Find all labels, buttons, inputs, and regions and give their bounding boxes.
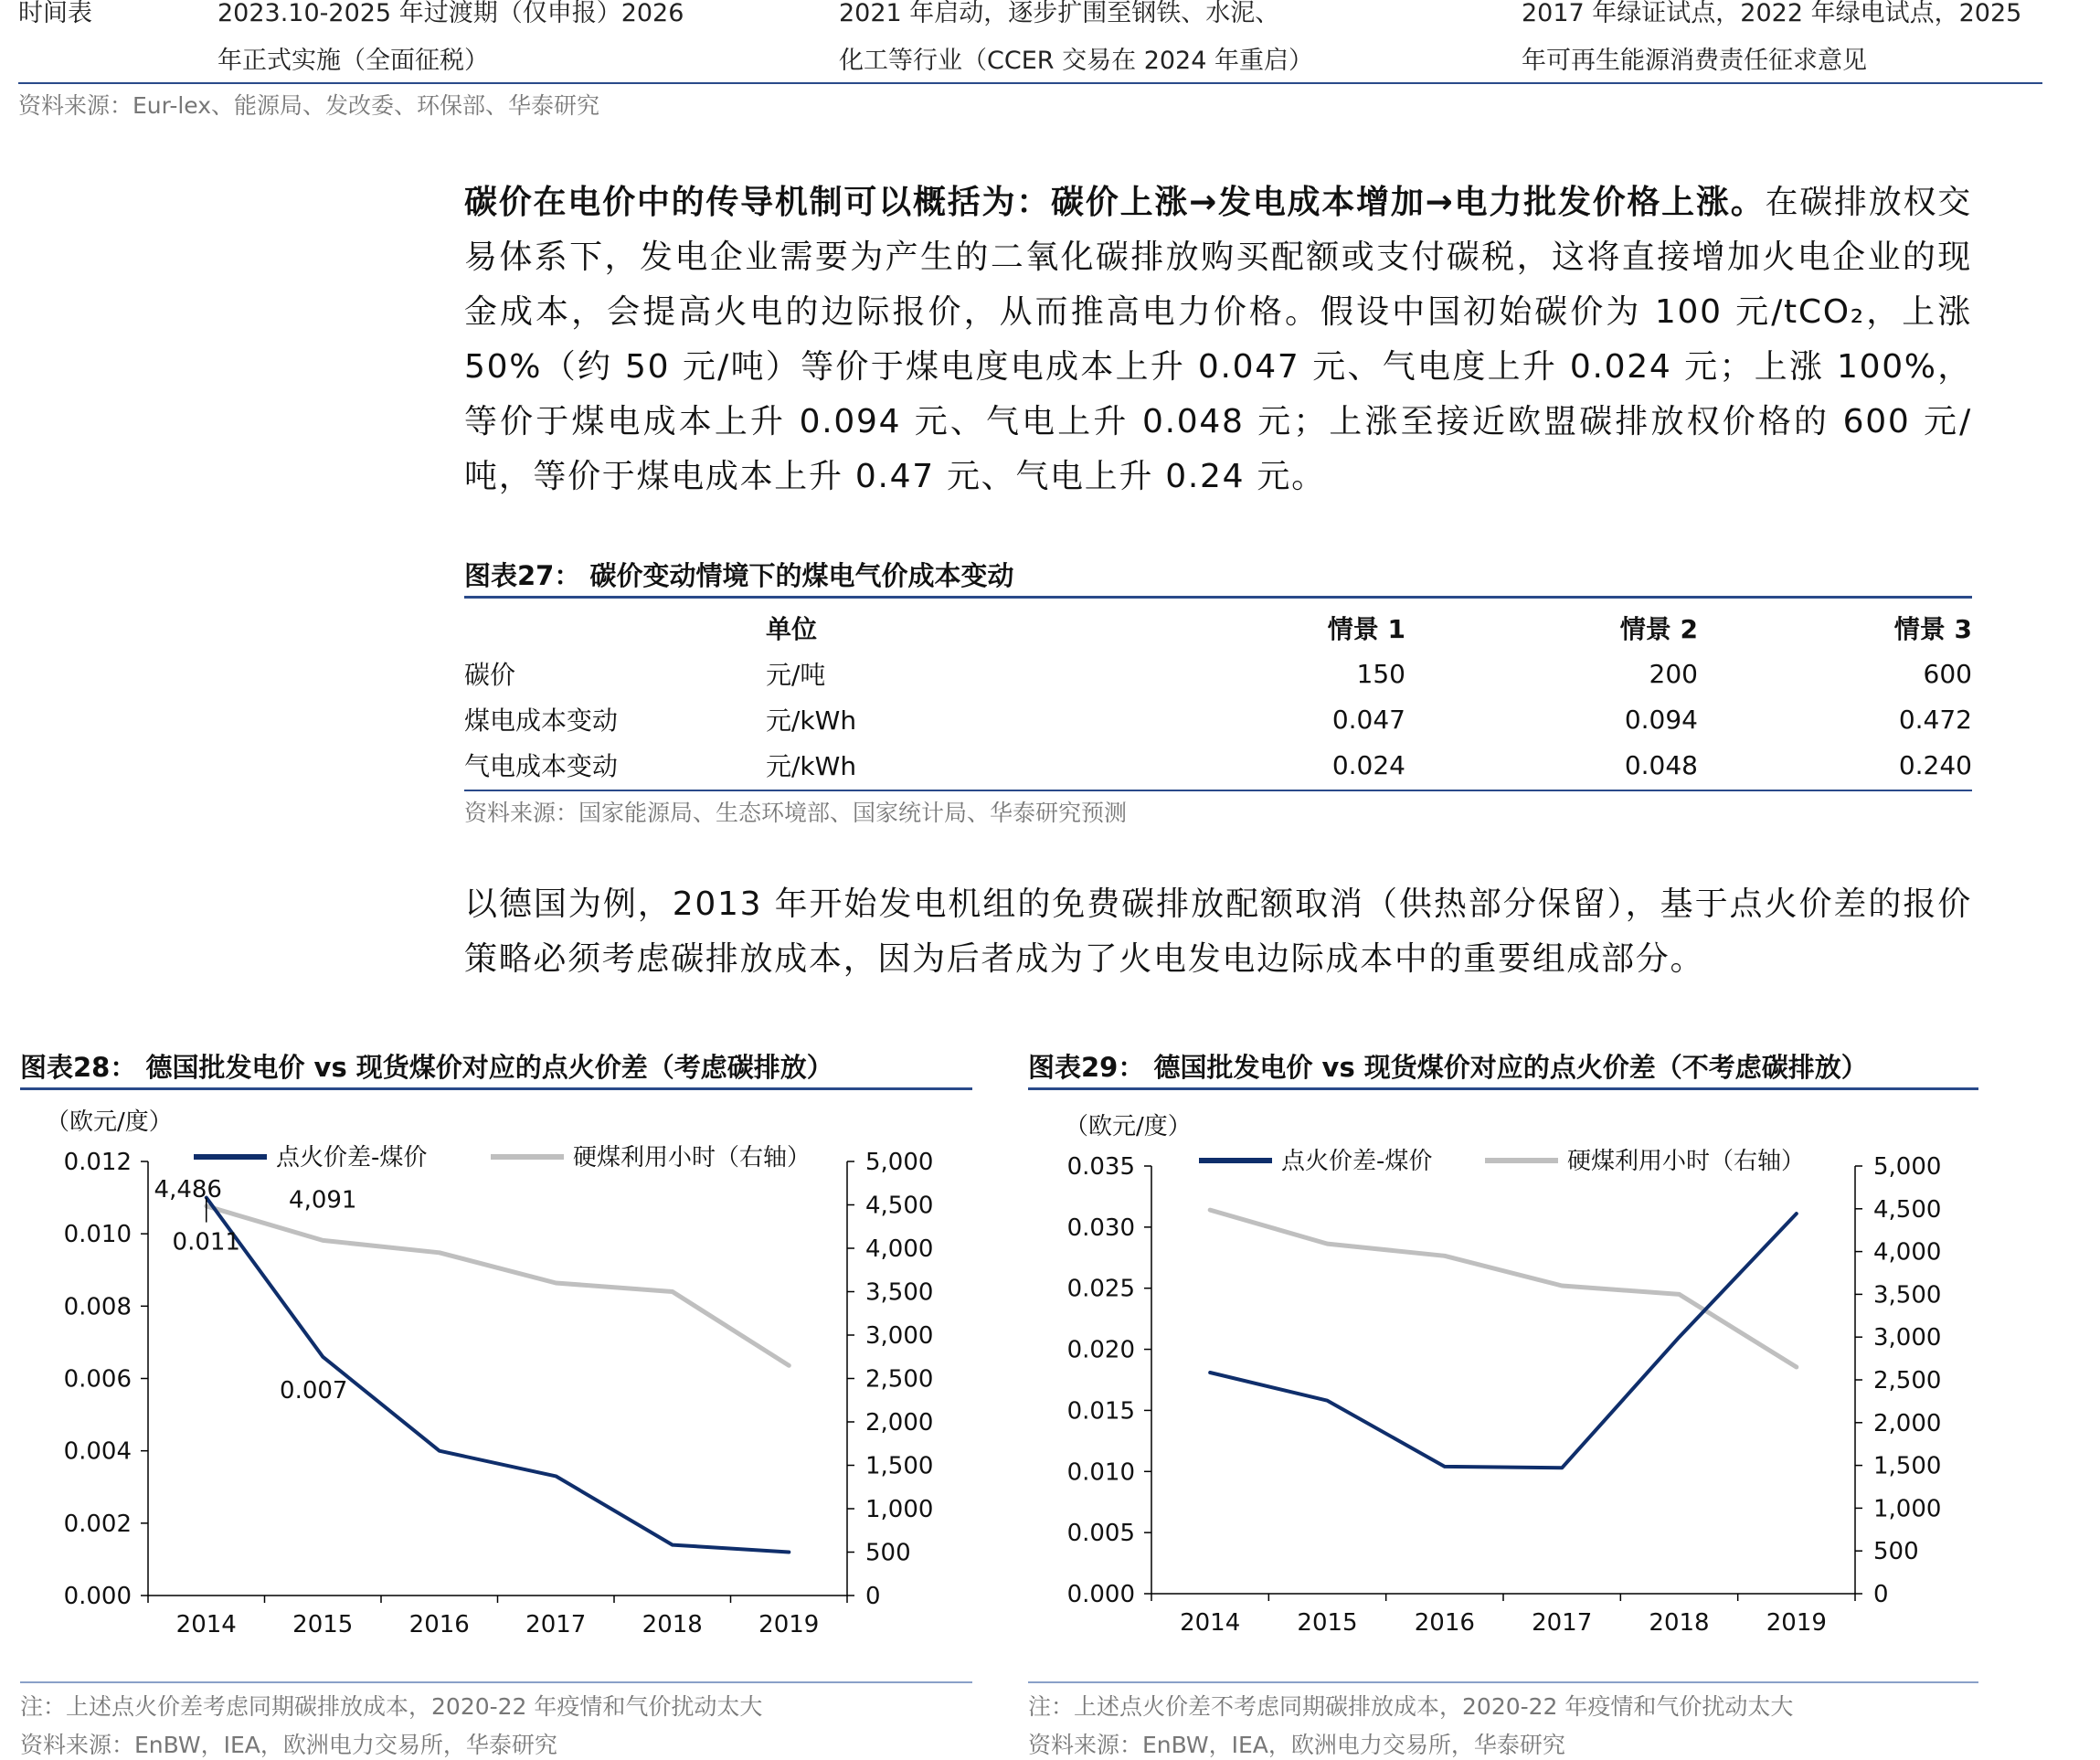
- fig29-chart: [1028, 1093, 1978, 1678]
- table27: [464, 605, 1972, 788]
- x-tick-label: 2019: [1766, 1609, 1827, 1637]
- data-label: 0.007: [280, 1376, 348, 1405]
- y2-tick-label: 500: [865, 1539, 911, 1567]
- table27-cell: 0.024: [1331, 749, 1405, 780]
- table27-header-blank: [464, 605, 766, 651]
- y2-tick-label: 1,500: [1873, 1452, 1942, 1480]
- timeline-eu-line1: 2023.10-2025 年过渡期（仅申报）2026: [217, 0, 684, 27]
- x-tick-label: 2014: [175, 1611, 237, 1638]
- y2-tick-label: 5,000: [1873, 1153, 1942, 1181]
- data-label: 0.011: [172, 1228, 240, 1256]
- timeline-source: 资料来源：Eur-lex、能源局、发改委、环保部、华泰研究: [18, 92, 600, 119]
- y-tick-label: 0.010: [63, 1221, 132, 1249]
- y2-tick-label: 2,000: [1873, 1409, 1942, 1437]
- table27-cell: 0.472: [1898, 704, 1972, 735]
- table27-cell: 碳价: [464, 660, 516, 690]
- y2-tick-label: 2,000: [865, 1409, 934, 1437]
- y-tick-label: 0.012: [63, 1149, 132, 1176]
- y-tick-label: 0.008: [63, 1293, 132, 1321]
- table27-cell: 元/kWh: [766, 751, 857, 781]
- y2-tick-label: 2,500: [1873, 1367, 1942, 1394]
- fig29-top-rule: [1028, 1087, 1978, 1090]
- paragraph-lead: 碳价在电价中的传导机制可以概括为：碳价上涨→发电成本增加→电力批发价格上涨。: [464, 184, 1766, 221]
- spread-line: [1210, 1214, 1797, 1468]
- x-tick-label: 2017: [525, 1611, 587, 1638]
- table27-cell: 0.048: [1624, 749, 1698, 780]
- y-tick-label: 0.000: [63, 1583, 132, 1610]
- data-label: 4,091: [289, 1186, 357, 1214]
- table27-header-s1: 情景 1: [1327, 614, 1405, 644]
- fig28-chart: [20, 1093, 972, 1678]
- legend-label-coal-hours: 硬煤利用小时（右轴）: [573, 1144, 811, 1172]
- table27-cell: 气电成本变动: [464, 751, 619, 781]
- table-row: [464, 651, 1972, 696]
- table27-source: 资料来源：国家能源局、生态环境部、国家统计局、华泰研究预测: [464, 800, 1128, 826]
- timeline-green-line2: 年可再生能源消费责任征求意见: [1522, 47, 1867, 75]
- table27-header-s3: 情景 3: [1893, 614, 1972, 644]
- table27-bottom-rule: [464, 790, 1972, 791]
- y2-tick-label: 1,500: [865, 1452, 934, 1480]
- y2-tick-label: 1,000: [1873, 1495, 1942, 1523]
- x-tick-label: 2014: [1180, 1609, 1241, 1637]
- x-tick-label: 2015: [292, 1611, 354, 1638]
- table-row: [464, 742, 1972, 788]
- y-tick-label: 0.020: [1066, 1336, 1135, 1364]
- data-label: 4,486: [154, 1175, 222, 1203]
- table27-cell: 0.240: [1898, 749, 1972, 780]
- table27-cell: 150: [1356, 658, 1405, 689]
- table27-header-s2: 情景 2: [1619, 614, 1698, 644]
- table27-title: 图表27： 碳价变动情境下的煤电气价成本变动: [464, 560, 1014, 591]
- y2-tick-label: 3,500: [865, 1278, 934, 1307]
- y2-tick-label: 3,000: [1873, 1324, 1942, 1352]
- fig28-source: 资料来源：EnBW，IEA，欧洲电力交易所，华泰研究: [20, 1732, 557, 1758]
- fig28-title: 图表28： 德国批发电价 vs 现货煤价对应的点火价差（考虑碳排放）: [20, 1052, 833, 1083]
- y2-tick-label: 4,500: [865, 1192, 934, 1220]
- y-tick-label: 0.015: [1066, 1397, 1135, 1426]
- x-tick-label: 2016: [1414, 1609, 1475, 1637]
- table27-cell: 0.094: [1624, 704, 1698, 735]
- fig29-bottom-rule: [1028, 1681, 1978, 1683]
- timeline-green-line1: 2017 年绿证试点，2022 年绿电试点，2025: [1522, 0, 2022, 27]
- fig28-note: 注：上述点火价差考虑同期碳排放成本，2020-22 年疫情和气价扰动太大: [20, 1693, 763, 1720]
- y2-tick-label: 3,500: [1873, 1281, 1942, 1309]
- y-unit-label: （欧元/度）: [1065, 1113, 1192, 1140]
- y-tick-label: 0.030: [1066, 1214, 1135, 1242]
- y2-tick-label: 4,500: [1873, 1195, 1942, 1224]
- y2-tick-label: 5,000: [865, 1149, 934, 1176]
- y2-tick-label: 0: [865, 1583, 881, 1610]
- timeline-cn-line2: 化工等行业（CCER 交易在 2024 年重启）: [839, 47, 1313, 75]
- coal-hours-line: [207, 1206, 790, 1366]
- table27-cell: 元/吨: [766, 660, 826, 690]
- coal-hours-line: [1210, 1210, 1797, 1367]
- fig28-top-rule: [20, 1087, 972, 1090]
- legend-label-spread: 点火价差-煤价: [276, 1144, 428, 1172]
- y-tick-label: 0.004: [63, 1437, 132, 1466]
- y-tick-label: 0.025: [1066, 1275, 1135, 1303]
- y2-tick-label: 500: [1873, 1538, 1919, 1566]
- germany-paragraph: 以德国为例，2013 年开始发电机组的免费碳排放配额取消（供热部分保留），基于点火价差的报价策略必须考虑碳排放成本，因为后者成为了火电发电边际成本中的重要组成部分。: [464, 885, 1972, 978]
- table27-cell: 600: [1923, 658, 1972, 689]
- y-tick-label: 0.000: [1066, 1581, 1135, 1608]
- x-tick-label: 2017: [1532, 1609, 1593, 1637]
- fig29-title: 图表29： 德国批发电价 vs 现货煤价对应的点火价差（不考虑碳排放）: [1028, 1052, 1868, 1083]
- table27-top-rule: [464, 596, 1972, 599]
- table27-header-row: [464, 605, 1972, 651]
- table27-cell: 煤电成本变动: [464, 705, 619, 736]
- table27-cell: 0.047: [1331, 704, 1405, 735]
- y2-tick-label: 0: [1873, 1581, 1889, 1608]
- y2-tick-label: 2,500: [865, 1365, 934, 1394]
- y2-tick-label: 1,000: [865, 1496, 934, 1523]
- legend-label-coal-hours: 硬煤利用小时（右轴）: [1567, 1148, 1806, 1175]
- y2-tick-label: 3,000: [865, 1322, 934, 1350]
- spread-line: [207, 1198, 790, 1553]
- table27-cell: 200: [1649, 658, 1698, 689]
- timeline-bottom-rule: [18, 82, 2042, 84]
- timeline-eu-line2: 年正式实施（全面征税）: [217, 47, 489, 75]
- y2-tick-label: 4,000: [865, 1235, 934, 1263]
- fig29-source: 资料来源：EnBW，IEA，欧洲电力交易所，华泰研究: [1028, 1732, 1565, 1758]
- timeline-label: 时间表: [18, 0, 92, 27]
- table27-header-unit: 单位: [766, 614, 818, 644]
- x-tick-label: 2019: [758, 1611, 820, 1638]
- x-tick-label: 2015: [1297, 1609, 1358, 1637]
- table27-cell: 元/kWh: [766, 705, 857, 736]
- y-tick-label: 0.005: [1066, 1520, 1135, 1548]
- y-tick-label: 0.035: [1066, 1153, 1135, 1181]
- paragraph-body: 在碳排放权交易体系下，发电企业需要为产生的二氧化碳排放购买配额或支付碳税，这将直接增加火电企业的现金成本，会提高火电的边际报价，从而推高电力价格。假设中国初始碳价为 100 元/tCO₂，上涨 50%（约 50 元/吨）等价于煤电度电成本上升 0.047 元、气电度上升 0.024 元；上涨 100%，等价于煤电成本上升 0.094 元、气电上升 0.048 元；上涨至接近欧盟碳排放权价格的 600 元/吨，等价于煤电成本上升 0.47 元、气电上升 0.24 元。: [464, 184, 1973, 495]
- y-unit-label: （欧元/度）: [46, 1108, 173, 1136]
- y2-tick-label: 4,000: [1873, 1238, 1942, 1267]
- fig28-bottom-rule: [20, 1681, 972, 1683]
- y-tick-label: 0.010: [1066, 1458, 1135, 1487]
- x-tick-label: 2018: [642, 1611, 703, 1638]
- table-row: [464, 696, 1972, 742]
- y-tick-label: 0.006: [63, 1365, 132, 1394]
- legend-label-spread: 点火价差-煤价: [1281, 1148, 1433, 1175]
- x-tick-label: 2016: [408, 1611, 470, 1638]
- y-tick-label: 0.002: [63, 1510, 132, 1538]
- x-tick-label: 2018: [1649, 1609, 1710, 1637]
- fig29-note: 注：上述点火价差不考虑同期碳排放成本，2020-22 年疫情和气价扰动太大: [1028, 1693, 1794, 1720]
- timeline-cn-line1: 2021 年启动，逐步扩围至钢铁、水泥、: [839, 0, 1280, 27]
- carbon-price-paragraph: [464, 175, 1972, 504]
